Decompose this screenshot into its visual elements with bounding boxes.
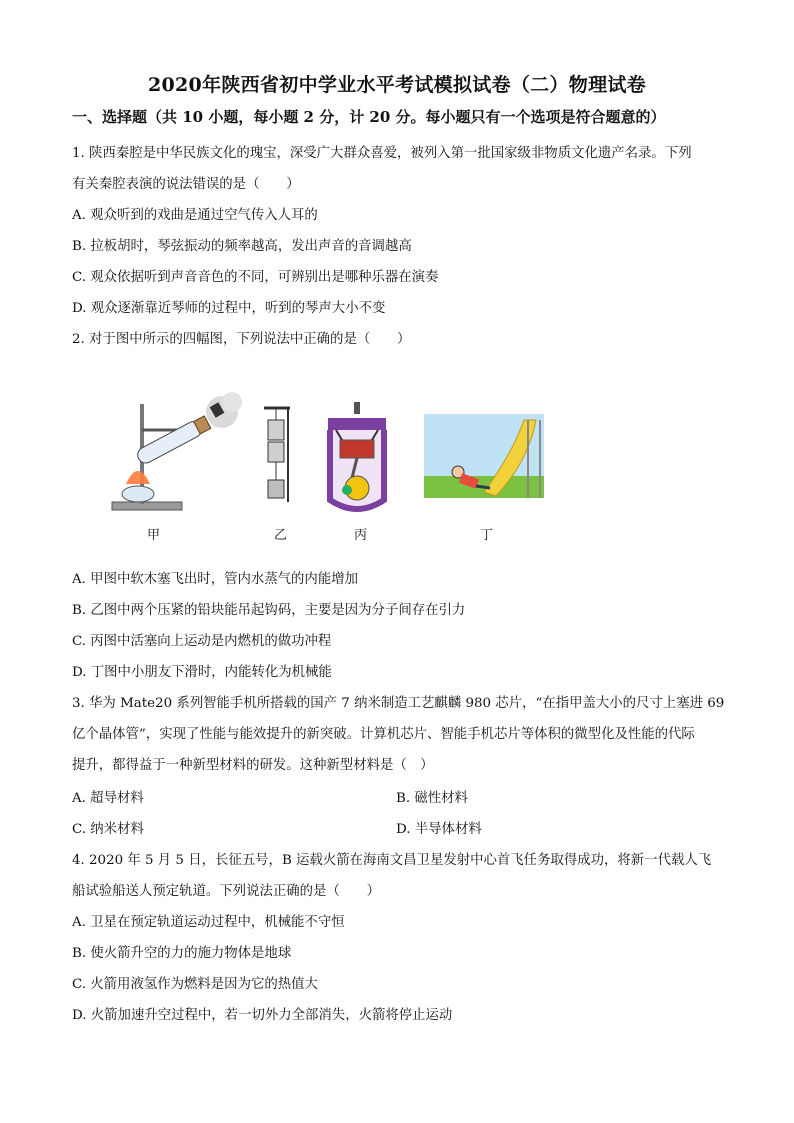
section-heading: 一、选择题（共 10 小题，每小题 2 分，计 20 分。每小题只有一个选项是符合题意的）	[72, 108, 666, 126]
q1-stem-line2: 有关秦腔表演的说法错误的是（ ）	[72, 177, 300, 192]
q3-option-d: D. 半导体材料	[396, 822, 482, 837]
q1-option-d: D. 观众逐渐靠近琴师的过程中，听到的琴声大小不变	[72, 301, 386, 316]
q3-stem-line2: 亿个晶体管”，实现了性能与能效提升的新突破。计算机芯片、智能手机芯片等体积的微型化及性能的代际	[72, 727, 695, 742]
q1-option-c: C. 观众依据听到声音音色的不同，可辨别出是哪种乐器在演奏	[72, 270, 439, 285]
q2-stem: 2. 对于图中所示的四幅图，下列说法中正确的是（ ）	[72, 332, 411, 347]
exam-title: 2020年陕西省初中学业水平考试模拟试卷（二）物理试卷	[148, 74, 646, 96]
q2-option-a: A. 甲图中软木塞飞出时，管内水蒸气的内能增加	[72, 572, 358, 587]
figure-jia-test-tube-illustration	[104, 390, 244, 518]
figure-bing-engine-illustration	[322, 400, 392, 518]
q3-stem-line3: 提升，都得益于一种新型材料的研发。这种新型材料是（ ）	[72, 758, 434, 773]
figure-yi-lead-blocks-illustration	[258, 406, 298, 506]
q3-option-a: A. 超导材料	[72, 791, 144, 806]
q2-option-c: C. 丙图中活塞向上运动是内燃机的做功冲程	[72, 634, 332, 649]
q1-option-b: B. 拉板胡时，琴弦振动的频率越高，发出声音的音调越高	[72, 239, 412, 254]
caption-ding: 丁	[480, 528, 494, 543]
q3-option-c: C. 纳米材料	[72, 822, 144, 837]
q3-stem-line1: 3. 华为 Mate20 系列智能手机所搭载的国产 7 纳米制造工艺麒麟 980 芯片，“在指甲盖大小的尺寸上塞进 69	[72, 696, 725, 711]
q2-option-b: B. 乙图中两个压紧的铅块能吊起钩码，主要是因为分子间存在引力	[72, 603, 466, 618]
q4-stem-line2: 船试验船送人预定轨道。下列说法正确的是（ ）	[72, 884, 380, 899]
q1-stem-line1: 1. 陕西秦腔是中华民族文化的瑰宝，深受广大群众喜爱，被列入第一批国家级非物质文化遗产名录。下列	[72, 146, 692, 161]
figure-ding-slide-illustration	[424, 414, 544, 498]
caption-yi: 乙	[274, 528, 288, 543]
q4-option-b: B. 使火箭升空的力的施力物体是地球	[72, 946, 292, 961]
q4-option-c: C. 火箭用液氢作为燃料是因为它的热值大	[72, 977, 318, 992]
caption-jia: 甲	[147, 528, 161, 543]
q1-option-a: A. 观众听到的戏曲是通过空气传入人耳的	[72, 208, 318, 223]
q3-option-b: B. 磁性材料	[396, 791, 468, 806]
q4-option-a: A. 卫星在预定轨道运动过程中，机械能不守恒	[72, 915, 345, 930]
q2-option-d: D. 丁图中小朋友下滑时，内能转化为机械能	[72, 665, 332, 680]
q4-stem-line1: 4. 2020 年 5 月 5 日，长征五号，B 运载火箭在海南文昌卫星发射中心首飞任务取得成功，将新一代载人飞	[72, 853, 712, 868]
q4-option-d: D. 火箭加速升空过程中，若一切外力全部消失，火箭将停止运动	[72, 1008, 453, 1023]
caption-bing: 丙	[354, 528, 368, 543]
